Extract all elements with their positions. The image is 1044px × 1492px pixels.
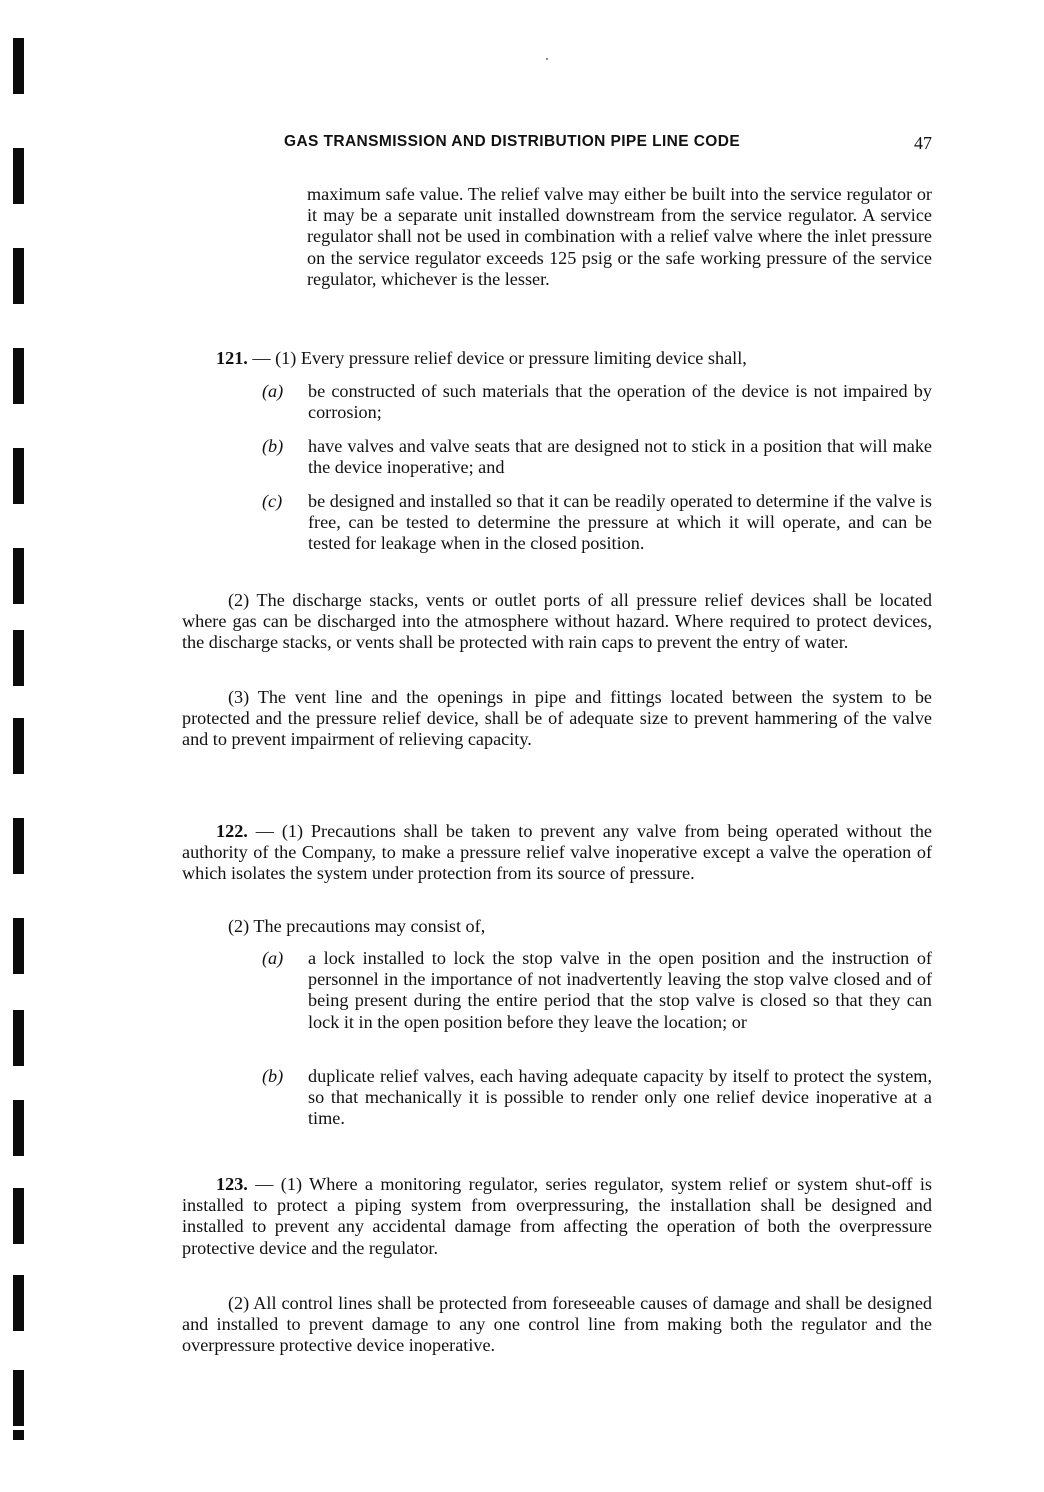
intro-text: maximum safe value. The relief valve may either be built into the service regulator or it may be a separate unit installed downstream from the service regulator. A service regulator shall not be used in combination with a relief valve where the inlet pressure on the service regulator exceeds 125 psig or the safe working pressure of the service regulator, whichever is the lesser. [307,184,932,289]
binding-mark [13,1370,24,1426]
section-122-number: 122. [216,821,248,841]
section-121-paragraph-2 [182,590,932,654]
binding-mark [13,918,24,974]
section-121-number: 121. [216,348,248,368]
section-121-lead [216,348,932,369]
paragraph-text: (2) The discharge stacks, vents or outlet ports of all pressure relief devices shall be located where gas can be discharged into the atmosphere without hazard. Where required to protect devices, the discharge stacks, or vents shall be protected with rain caps to prevent the entry of water. [182,590,932,653]
section-121-item-b [262,436,932,478]
binding-marks [0,0,40,1492]
binding-mark [13,1188,24,1244]
paragraph-text: (2) The precautions may consist of, [228,916,486,936]
section-123-paragraph-2 [182,1293,932,1357]
section-122-item-b [262,1066,932,1130]
binding-mark [13,1100,24,1156]
item-label: (c) [262,491,283,511]
item-label: (b) [262,436,284,456]
section-122-item-a [262,948,932,1033]
page-number: 47 [914,133,932,153]
section-122-lead-text: — (1) Precautions shall be taken to prevent any valve from being operated without the authority of the Company, to make a pressure relief valve inoperative except a valve the operation of which isolates the system under protection from its source of pressure. [182,821,932,884]
item-label: (a) [262,948,284,968]
paragraph-text: (2) All control lines shall be protected from foreseeable causes of damage and shall be designed and installed to prevent damage to any one control line from making both the regulator and the overpressure protective device inoperative. [182,1293,932,1356]
section-123-lead [182,1174,932,1259]
item-text: have valves and valve seats that are designed not to stick in a position that will make the device inoperative; and [308,436,932,478]
section-122-paragraph-2 [182,916,932,937]
section-123-lead-text: — (1) Where a monitoring regulator, series regulator, system relief or system shut-off is installed to protect a piping system from overpressuring, the installation shall be designed and installed to prevent any accidental damage from affecting the operation of both the overpressure protective device and the regulator. [182,1174,932,1258]
section-121-lead-text: — (1) Every pressure relief device or pressure limiting device shall, [247,348,747,368]
binding-mark [13,818,24,874]
item-text: be constructed of such materials that the operation of the device is not impaired by corrosion; [308,381,932,423]
header-title: GAS TRANSMISSION AND DISTRIBUTION PIPE LINE CODE [284,133,741,150]
item-text: a lock installed to lock the stop valve in the open position and the instruction of personnel in the importance of not inadvertently leaving the stop valve closed and of being present during the entire period that the stop valve is closed so that they can lock it in the open position before they leave the location; or [308,948,932,1032]
binding-mark [13,1275,24,1331]
section-121-paragraph-3 [182,687,932,751]
item-text: be designed and installed so that it can be readily operated to determine if the valve is free, can be tested to determine the pressure at which it will operate, and can be tested for leakage when in the closed position. [308,491,932,554]
item-label: (b) [262,1066,284,1086]
binding-mark [13,630,24,686]
binding-mark [13,548,24,604]
binding-mark [13,348,24,404]
binding-mark [13,1430,24,1440]
section-121-item-a [262,381,932,423]
binding-mark [13,148,24,204]
item-label: (a) [262,381,284,401]
binding-mark [13,718,24,774]
item-text: duplicate relief valves, each having adequate capacity by itself to protect the system, so that mechanically it is possible to render only one relief device inoperative at a time. [308,1066,932,1129]
paragraph-text: (3) The vent line and the openings in pipe and fittings located between the system to be protected and the pressure relief device, shall be of adequate size to prevent hammering of the valve and to prevent impairment of relieving capacity. [182,687,932,750]
binding-mark [13,248,24,304]
binding-mark [13,38,24,94]
running-header [284,133,932,157]
binding-mark [13,448,24,504]
section-121-item-c [262,491,932,555]
binding-mark [13,1010,24,1066]
section-123-number: 123. [216,1174,248,1194]
scan-speck [546,58,548,60]
section-122-lead [182,821,932,885]
intro-paragraph [307,184,932,290]
